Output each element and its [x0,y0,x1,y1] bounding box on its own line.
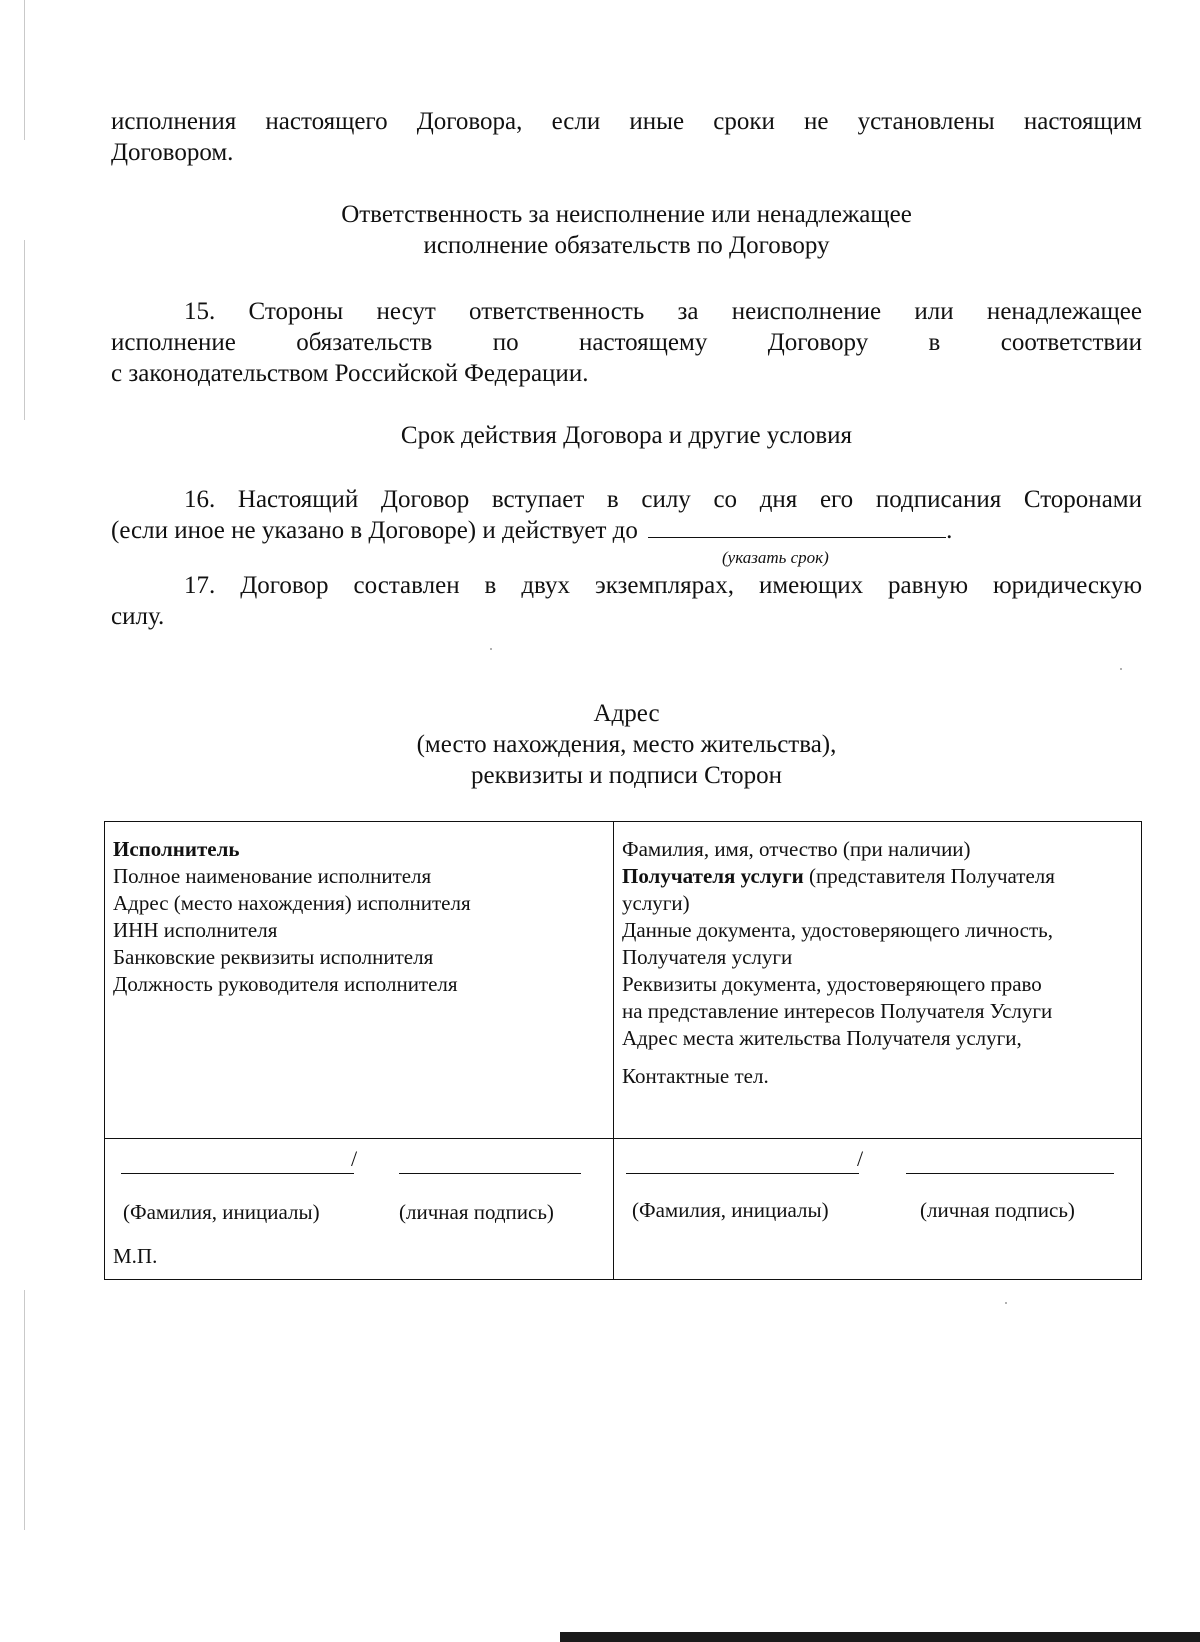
liability-heading [111,199,1142,261]
scan-artifact [24,0,25,140]
recipient-spacer [622,1052,1133,1063]
term-hint: (указать срок) [722,548,829,567]
scan-edge-bar [560,1632,1200,1642]
clause-17-line-2: силу. [111,603,165,630]
executor-line: Должность руководителя исполнителя [113,972,458,996]
continuation-paragraph [111,106,1142,168]
clause-15-line-3: с законодательством Российской Федерации. [111,360,589,387]
executor-slash: / [351,1146,358,1171]
continuation-line-2: Договором. [111,139,234,166]
clause-15 [111,296,1142,389]
executor-cell [105,822,614,1139]
address-heading-line-3: реквизиты и подписи Сторон [471,762,782,789]
continuation-line-1: исполнения настоящего Договора, если иные сроки не установлены настоящим [111,108,1142,135]
liability-heading-line-1: Ответственность за неисполнение или ненадлежащее [341,201,912,228]
term-heading [111,420,1142,451]
recipient-signature-cell [614,1139,1142,1280]
clause-15-line-2: исполнение обязательств по настоящему Договору в соответствии [111,329,1142,356]
executor-signature-line[interactable] [399,1173,581,1174]
executor-line: ИНН исполнителя [113,918,278,942]
recipient-line [622,863,1133,890]
executor-signature-cell [105,1139,614,1280]
clause-16-line-1: 16. Настоящий Договор вступает в силу со дня его подписания Сторонами [184,486,1142,513]
requisites-table [104,821,1142,1280]
executor-line: Банковские реквизиты исполнителя [113,945,434,969]
recipient-line: Фамилия, имя, отчество (при наличии) [622,837,971,861]
clause-17-line-1: 17. Договор составлен в двух экземплярах, имеющих равную юридическую [184,572,1142,599]
address-heading [111,698,1142,791]
recipient-name-line[interactable] [626,1173,859,1174]
executor-title: Исполнитель [113,837,240,861]
recipient-cell [614,822,1142,1139]
executor-name-label: (Фамилия, инициалы) [123,1200,320,1224]
liability-heading-line-2: исполнение обязательств по Договору [423,232,830,259]
scan-artifact [24,1290,25,1530]
address-heading-line-2: (место нахождения, место жительства), [416,731,837,758]
address-heading-line-1: Адрес [593,700,660,727]
term-blank-field[interactable] [648,517,946,538]
clause-16-period: . [946,517,953,544]
executor-line: Полное наименование исполнителя [113,864,432,888]
recipient-line: на представление интересов Получателя Услуги [622,999,1053,1023]
recipient-contacts: Контактные тел. [622,1064,769,1088]
clause-16 [111,484,1142,546]
scan-artifact [24,240,25,420]
clause-16-line-2 [111,515,1142,546]
clause-16-line-2-text: (если иное не указано в Договоре) и действует до [111,517,638,544]
term-heading-text: Срок действия Договора и другие условия [400,422,853,449]
scan-artifact [490,648,492,650]
recipient-line: Данные документа, удостоверяющего личность, [622,918,1053,942]
clause-17 [111,570,1142,632]
scan-artifact [1120,668,1122,670]
recipient-bold-label: Получателя услуги [622,864,804,888]
scan-artifact [1005,1302,1007,1304]
recipient-line-rest: (представителя Получателя [803,864,1055,888]
executor-name-line[interactable] [121,1173,354,1174]
recipient-line: Реквизиты документа, удостоверяющего право [622,972,1042,996]
recipient-name-label: (Фамилия, инициалы) [632,1198,829,1222]
stamp-label: М.П. [113,1244,158,1268]
recipient-line: Получателя услуги [622,945,793,969]
recipient-signature-label: (личная подпись) [920,1198,1075,1222]
recipient-signature-line[interactable] [906,1173,1114,1174]
executor-line: Адрес (место нахождения) исполнителя [113,891,471,915]
recipient-line: Адрес места жительства Получателя услуги, [622,1026,1022,1050]
clause-15-line-1: 15. Стороны несут ответственность за неисполнение или ненадлежащее [184,298,1142,325]
recipient-line: услуги) [622,891,690,915]
executor-signature-label: (личная подпись) [399,1200,554,1224]
recipient-slash: / [857,1146,864,1171]
